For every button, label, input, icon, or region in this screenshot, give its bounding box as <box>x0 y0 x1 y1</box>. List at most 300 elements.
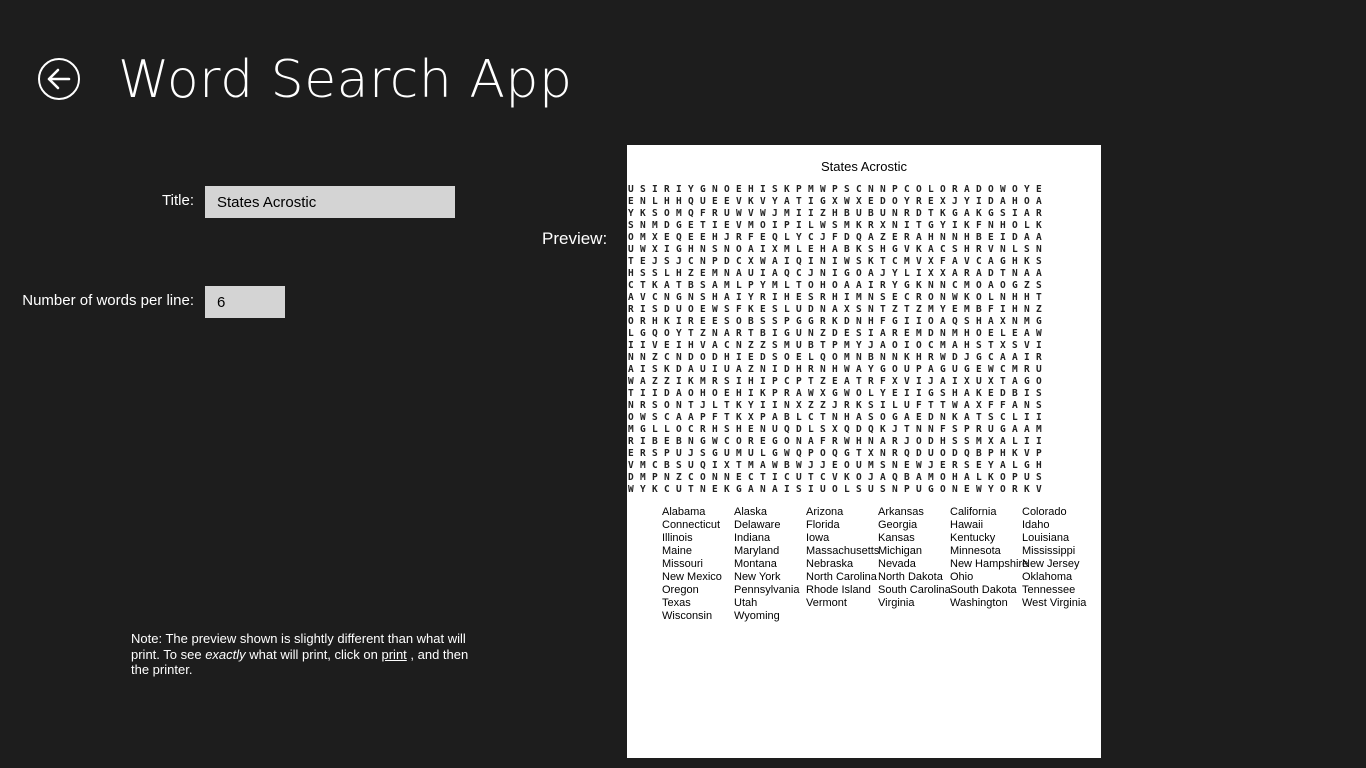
grid-letter: I <box>712 460 718 471</box>
grid-letter: N <box>892 460 898 471</box>
grid-letter: T <box>880 256 886 267</box>
grid-letter: K <box>640 208 646 219</box>
grid-letter: R <box>1024 364 1030 375</box>
grid-letter: E <box>700 268 706 279</box>
grid-row <box>628 424 1100 436</box>
grid-letter: G <box>640 328 646 339</box>
grid-letter: F <box>820 436 826 447</box>
grid-letter: W <box>808 388 814 399</box>
word-list-row <box>662 571 1073 584</box>
word-list-item: South Carolina <box>878 584 951 596</box>
grid-letter: G <box>712 448 718 459</box>
word-list-item: Rhode Island <box>806 584 871 596</box>
word-list-item: Wisconsin <box>662 610 713 622</box>
grid-letter: H <box>964 244 970 255</box>
grid-letter: R <box>964 268 970 279</box>
word-list-item: North Dakota <box>878 571 943 583</box>
grid-letter: I <box>760 184 766 195</box>
grid-letter: B <box>976 304 982 315</box>
grid-letter: S <box>796 484 802 495</box>
grid-letter: A <box>988 316 994 327</box>
grid-letter: F <box>988 304 994 315</box>
grid-letter: L <box>784 304 790 315</box>
print-link[interactable]: print <box>381 646 407 662</box>
grid-letter: P <box>712 256 718 267</box>
grid-letter: W <box>844 436 850 447</box>
grid-letter: N <box>1000 244 1006 255</box>
grid-letter: N <box>820 364 826 375</box>
grid-letter: B <box>976 448 982 459</box>
word-list-item: Arizona <box>806 506 844 518</box>
grid-letter: E <box>640 256 646 267</box>
grid-letter: N <box>868 304 874 315</box>
grid-letter: C <box>736 256 742 267</box>
grid-letter: Y <box>880 388 886 399</box>
grid-letter: A <box>676 412 682 423</box>
grid-letter: R <box>748 436 754 447</box>
grid-letter: H <box>664 196 670 207</box>
grid-letter: I <box>904 220 910 231</box>
grid-letter: E <box>664 340 670 351</box>
grid-letter: V <box>904 244 910 255</box>
words-per-line-input[interactable] <box>205 286 285 318</box>
grid-letter: W <box>712 304 718 315</box>
word-list-item: New Mexico <box>662 571 722 583</box>
grid-letter: I <box>1024 388 1030 399</box>
grid-letter: A <box>712 280 718 291</box>
grid-letter: L <box>1012 244 1018 255</box>
grid-letter: U <box>916 484 922 495</box>
grid-letter: T <box>688 400 694 411</box>
grid-letter: T <box>988 340 994 351</box>
grid-letter: N <box>892 352 898 363</box>
grid-letter: A <box>1024 328 1030 339</box>
grid-letter: B <box>688 280 694 291</box>
grid-letter: X <box>928 268 934 279</box>
word-list-item: Florida <box>806 519 840 531</box>
grid-letter: K <box>940 208 946 219</box>
grid-letter: R <box>916 292 922 303</box>
grid-letter: E <box>916 412 922 423</box>
grid-letter: J <box>928 376 934 387</box>
grid-letter: O <box>664 328 670 339</box>
grid-letter: E <box>760 436 766 447</box>
grid-letter: U <box>628 184 634 195</box>
grid-letter: A <box>964 184 970 195</box>
grid-letter: O <box>724 184 730 195</box>
grid-letter: I <box>796 208 802 219</box>
grid-letter: F <box>940 256 946 267</box>
grid-letter: M <box>736 448 742 459</box>
word-list-item: Oklahoma <box>1022 571 1073 583</box>
grid-letter: I <box>1012 208 1018 219</box>
grid-letter: E <box>868 196 874 207</box>
grid-letter: I <box>952 376 958 387</box>
grid-letter: X <box>988 376 994 387</box>
grid-row <box>628 316 1100 328</box>
grid-letter: D <box>988 196 994 207</box>
grid-letter: R <box>784 388 790 399</box>
grid-letter: O <box>736 244 742 255</box>
grid-letter: O <box>1012 220 1018 231</box>
grid-letter: N <box>940 232 946 243</box>
grid-letter: L <box>868 388 874 399</box>
grid-letter: L <box>1012 412 1018 423</box>
grid-letter: O <box>688 304 694 315</box>
grid-letter: L <box>796 244 802 255</box>
grid-letter: S <box>964 460 970 471</box>
grid-letter: N <box>784 400 790 411</box>
grid-letter: C <box>688 472 694 483</box>
grid-letter: I <box>640 436 646 447</box>
grid-letter: Z <box>676 472 682 483</box>
grid-letter: A <box>1012 376 1018 387</box>
grid-letter: O <box>928 316 934 327</box>
grid-letter: R <box>892 436 898 447</box>
grid-letter: Z <box>820 400 826 411</box>
grid-letter: U <box>856 208 862 219</box>
grid-letter: I <box>736 352 742 363</box>
grid-letter: U <box>796 304 802 315</box>
title-label: Title: <box>162 192 194 209</box>
grid-letter: H <box>688 340 694 351</box>
grid-letter: T <box>676 280 682 291</box>
grid-letter: U <box>928 448 934 459</box>
grid-letter: T <box>976 412 982 423</box>
grid-letter: G <box>892 412 898 423</box>
grid-letter: M <box>700 376 706 387</box>
grid-letter: I <box>676 316 682 327</box>
grid-letter: A <box>868 232 874 243</box>
grid-letter: N <box>1012 316 1018 327</box>
grid-letter: D <box>796 424 802 435</box>
grid-letter: I <box>772 400 778 411</box>
grid-letter: S <box>856 328 862 339</box>
word-list-item: Delaware <box>734 519 781 531</box>
grid-letter: S <box>628 220 634 231</box>
grid-letter: Q <box>796 256 802 267</box>
grid-letter: W <box>988 364 994 375</box>
grid-letter: C <box>820 472 826 483</box>
grid-letter: V <box>736 220 742 231</box>
word-list-item: Missouri <box>662 558 703 570</box>
grid-letter: A <box>640 376 646 387</box>
grid-letter: B <box>844 208 850 219</box>
grid-letter: X <box>964 376 970 387</box>
grid-letter: S <box>868 400 874 411</box>
grid-letter: N <box>868 184 874 195</box>
grid-letter: N <box>712 184 718 195</box>
grid-letter: U <box>748 268 754 279</box>
grid-letter: W <box>640 412 646 423</box>
grid-letter: G <box>1000 424 1006 435</box>
grid-letter: T <box>904 424 910 435</box>
grid-letter: M <box>712 268 718 279</box>
grid-row <box>628 352 1100 364</box>
grid-letter: G <box>784 328 790 339</box>
grid-letter: J <box>700 400 706 411</box>
grid-letter: W <box>1036 328 1042 339</box>
preview-page <box>627 145 1101 758</box>
grid-letter: Q <box>856 232 862 243</box>
grid-letter: X <box>832 196 838 207</box>
grid-letter: J <box>868 340 874 351</box>
grid-letter: M <box>676 208 682 219</box>
grid-letter: E <box>724 196 730 207</box>
grid-letter: A <box>880 340 886 351</box>
grid-letter: T <box>856 448 862 459</box>
grid-letter: N <box>952 232 958 243</box>
grid-letter: F <box>940 424 946 435</box>
grid-letter: A <box>748 244 754 255</box>
grid-letter: S <box>964 436 970 447</box>
grid-letter: R <box>868 220 874 231</box>
grid-letter: H <box>676 196 682 207</box>
grid-letter: S <box>1036 256 1042 267</box>
grid-letter: A <box>844 376 850 387</box>
grid-letter: Y <box>940 304 946 315</box>
grid-letter: U <box>796 340 802 351</box>
grid-letter: S <box>952 424 958 435</box>
grid-letter: M <box>640 232 646 243</box>
grid-letter: A <box>964 412 970 423</box>
grid-letter: R <box>640 316 646 327</box>
grid-letter: K <box>856 220 862 231</box>
grid-letter: M <box>928 472 934 483</box>
grid-letter: D <box>808 304 814 315</box>
grid-letter: P <box>748 280 754 291</box>
grid-letter: G <box>976 352 982 363</box>
grid-letter: K <box>856 400 862 411</box>
grid-letter: L <box>904 268 910 279</box>
grid-letter: R <box>904 232 910 243</box>
grid-letter: H <box>1012 256 1018 267</box>
grid-letter: G <box>820 196 826 207</box>
grid-letter: A <box>964 400 970 411</box>
grid-letter: C <box>664 352 670 363</box>
grid-letter: D <box>916 448 922 459</box>
grid-letter: D <box>832 328 838 339</box>
grid-letter: T <box>820 412 826 423</box>
grid-letter: W <box>844 196 850 207</box>
grid-letter: P <box>784 220 790 231</box>
grid-letter: I <box>772 328 778 339</box>
grid-letter: E <box>700 304 706 315</box>
grid-letter: J <box>772 208 778 219</box>
grid-letter: L <box>928 184 934 195</box>
grid-letter: W <box>952 292 958 303</box>
grid-letter: T <box>628 388 634 399</box>
word-list-item: Alaska <box>734 506 768 518</box>
grid-letter: H <box>736 424 742 435</box>
grid-letter: R <box>892 448 898 459</box>
grid-letter: J <box>928 460 934 471</box>
grid-letter: Q <box>688 208 694 219</box>
grid-letter: U <box>724 364 730 375</box>
grid-letter: L <box>892 400 898 411</box>
grid-letter: O <box>676 424 682 435</box>
grid-letter: I <box>868 280 874 291</box>
grid-letter: S <box>652 364 658 375</box>
puzzle-title: States Acrostic <box>821 159 907 174</box>
grid-letter: W <box>736 208 742 219</box>
grid-letter: U <box>820 484 826 495</box>
grid-letter: G <box>964 364 970 375</box>
grid-letter: K <box>736 412 742 423</box>
grid-letter: Q <box>652 328 658 339</box>
grid-letter: C <box>664 484 670 495</box>
grid-letter: V <box>736 196 742 207</box>
grid-letter: E <box>976 460 982 471</box>
grid-letter: X <box>724 460 730 471</box>
back-button[interactable] <box>38 58 80 100</box>
grid-letter: N <box>712 328 718 339</box>
grid-letter: G <box>676 244 682 255</box>
grid-row <box>628 436 1100 448</box>
grid-letter: G <box>772 436 778 447</box>
preview-label: Preview: <box>542 229 608 248</box>
grid-letter: K <box>688 376 694 387</box>
note-text-2: what will print, click on <box>245 646 382 662</box>
grid-letter: G <box>928 220 934 231</box>
grid-letter: N <box>736 340 742 351</box>
grid-letter: N <box>688 436 694 447</box>
grid-row <box>628 304 1100 316</box>
grid-letter: N <box>664 292 670 303</box>
grid-letter: O <box>988 184 994 195</box>
grid-letter: L <box>736 280 742 291</box>
grid-letter: E <box>976 364 982 375</box>
grid-letter: O <box>664 400 670 411</box>
grid-letter: J <box>904 436 910 447</box>
grid-letter: C <box>628 280 634 291</box>
grid-letter: C <box>652 292 658 303</box>
grid-letter: R <box>664 184 670 195</box>
grid-letter: Y <box>1024 184 1030 195</box>
grid-letter: A <box>988 256 994 267</box>
grid-letter: G <box>844 268 850 279</box>
grid-letter: N <box>820 268 826 279</box>
grid-letter: A <box>688 412 694 423</box>
grid-letter: T <box>736 460 742 471</box>
title-input[interactable] <box>205 186 455 218</box>
grid-letter: H <box>820 280 826 291</box>
grid-letter: Y <box>640 484 646 495</box>
grid-letter: Z <box>748 364 754 375</box>
grid-letter: X <box>892 376 898 387</box>
word-list-row <box>662 584 1076 597</box>
grid-letter: E <box>736 184 742 195</box>
grid-letter: K <box>748 304 754 315</box>
grid-letter: V <box>832 472 838 483</box>
grid-letter: S <box>652 268 658 279</box>
grid-letter: O <box>1036 376 1042 387</box>
grid-letter: A <box>904 412 910 423</box>
grid-letter: S <box>856 256 862 267</box>
grid-letter: S <box>760 316 766 327</box>
grid-letter: Q <box>784 424 790 435</box>
grid-letter: H <box>1000 220 1006 231</box>
grid-letter: A <box>1036 268 1042 279</box>
grid-letter: N <box>1024 400 1030 411</box>
grid-letter: C <box>952 280 958 291</box>
grid-letter: J <box>820 232 826 243</box>
grid-letter: W <box>784 448 790 459</box>
grid-letter: P <box>772 376 778 387</box>
grid-letter: O <box>880 412 886 423</box>
grid-letter: H <box>868 316 874 327</box>
grid-row <box>628 196 1100 208</box>
grid-letter: N <box>832 412 838 423</box>
grid-letter: O <box>760 220 766 231</box>
grid-letter: O <box>940 472 946 483</box>
grid-letter: J <box>892 424 898 435</box>
grid-letter: U <box>676 448 682 459</box>
grid-letter: L <box>808 424 814 435</box>
grid-letter: N <box>892 220 898 231</box>
grid-letter: M <box>940 340 946 351</box>
grid-letter: X <box>652 244 658 255</box>
grid-letter: A <box>796 388 802 399</box>
grid-letter: U <box>1036 364 1042 375</box>
grid-letter: C <box>664 412 670 423</box>
grid-row <box>628 328 1100 340</box>
grid-letter: E <box>796 292 802 303</box>
grid-row <box>628 232 1100 244</box>
word-list-row <box>662 532 1070 545</box>
grid-letter: P <box>760 412 766 423</box>
grid-letter: S <box>988 412 994 423</box>
grid-letter: Z <box>892 304 898 315</box>
grid-letter: X <box>748 256 754 267</box>
grid-letter: X <box>940 196 946 207</box>
grid-letter: M <box>964 304 970 315</box>
grid-letter: M <box>748 460 754 471</box>
grid-letter: E <box>940 460 946 471</box>
grid-letter: H <box>724 352 730 363</box>
grid-letter: H <box>796 364 802 375</box>
grid-letter: D <box>952 352 958 363</box>
grid-letter: S <box>844 184 850 195</box>
grid-letter: H <box>652 316 658 327</box>
grid-letter: N <box>640 352 646 363</box>
grid-letter: I <box>1036 436 1042 447</box>
grid-letter: A <box>772 256 778 267</box>
grid-letter: O <box>928 292 934 303</box>
grid-letter: O <box>892 196 898 207</box>
grid-letter: H <box>964 232 970 243</box>
grid-letter: R <box>688 316 694 327</box>
grid-letter: K <box>964 292 970 303</box>
grid-letter: M <box>916 328 922 339</box>
grid-letter: N <box>760 424 766 435</box>
grid-row <box>628 388 1100 400</box>
grid-letter: Z <box>1024 280 1030 291</box>
grid-row <box>628 340 1100 352</box>
grid-letter: B <box>664 460 670 471</box>
grid-letter: A <box>748 484 754 495</box>
grid-letter: N <box>940 292 946 303</box>
grid-letter: A <box>1036 196 1042 207</box>
grid-letter: E <box>712 484 718 495</box>
grid-letter: S <box>940 388 946 399</box>
grid-letter: L <box>1012 436 1018 447</box>
grid-letter: P <box>904 484 910 495</box>
grid-letter: Y <box>868 364 874 375</box>
grid-letter: G <box>1036 316 1042 327</box>
grid-letter: N <box>940 280 946 291</box>
grid-letter: E <box>952 304 958 315</box>
